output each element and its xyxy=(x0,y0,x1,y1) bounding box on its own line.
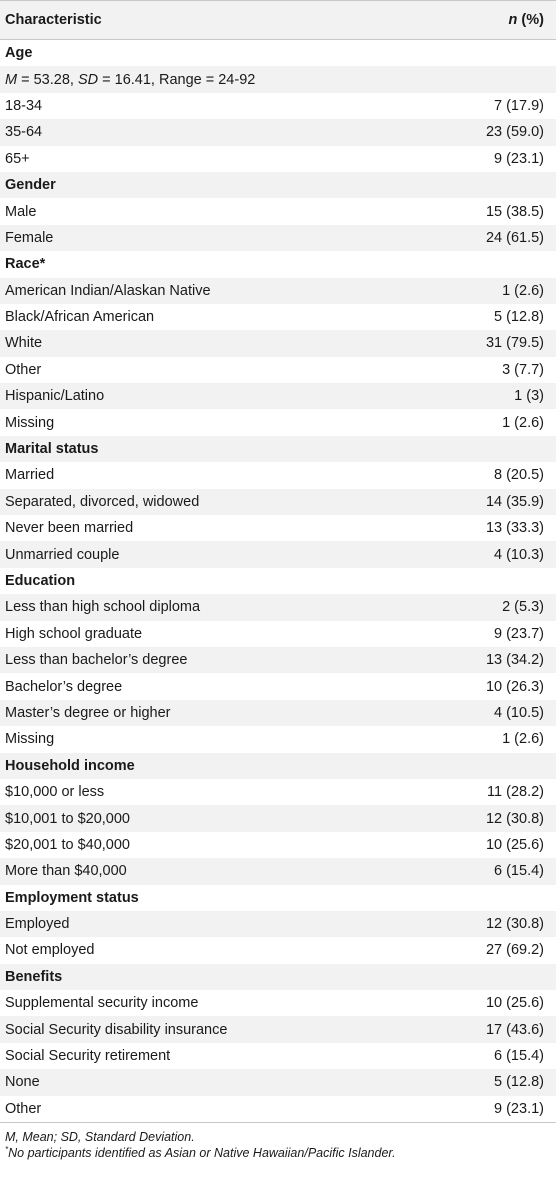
row-value: 10 (25.6) xyxy=(485,995,544,1012)
row-value: 17 (43.6) xyxy=(485,1021,544,1038)
row-label: Less than high school diploma xyxy=(5,599,201,616)
table-row xyxy=(0,1043,556,1069)
row-value: 6 (15.4) xyxy=(494,863,544,880)
row-value: 27 (69.2) xyxy=(485,942,544,959)
row-value: 1 (2.6) xyxy=(502,282,544,299)
header-characteristic: Characteristic xyxy=(5,12,102,28)
row-label: Supplemental security income xyxy=(5,995,199,1012)
row-value: 10 (25.6) xyxy=(485,836,544,853)
section-title: Gender xyxy=(5,177,56,194)
row-value: 13 (34.2) xyxy=(485,652,544,669)
table-row xyxy=(0,146,556,172)
row-label: Bachelor’s degree xyxy=(5,678,123,695)
age-summary-row xyxy=(0,66,556,92)
row-label: Separated, divorced, widowed xyxy=(5,493,200,510)
row-value: 9 (23.1) xyxy=(494,1100,544,1117)
row-value: 11 (28.2) xyxy=(487,784,544,801)
section-title: Employment status xyxy=(5,889,139,906)
table-row xyxy=(0,726,556,752)
section-title: Benefits xyxy=(5,968,63,985)
mean-value: = 53.28, xyxy=(17,71,78,88)
row-value: 14 (35.9) xyxy=(485,493,544,510)
row-value: 1 (2.6) xyxy=(502,414,544,431)
row-label: Hispanic/Latino xyxy=(5,388,105,405)
table-row xyxy=(0,1096,556,1122)
row-value: 5 (12.8) xyxy=(494,1074,544,1091)
row-value: 13 (33.3) xyxy=(485,520,544,537)
section-header-marital xyxy=(0,436,556,462)
section-title: Household income xyxy=(5,757,135,774)
table-body xyxy=(0,40,556,1122)
table-row xyxy=(0,805,556,831)
row-value: 4 (10.5) xyxy=(494,704,544,721)
header-n-percent xyxy=(509,12,544,28)
row-label: Not employed xyxy=(5,942,95,959)
table-row xyxy=(0,1016,556,1042)
section-title: Education xyxy=(5,573,76,589)
sd-range-value: = 16.41, Range = 24-92 xyxy=(98,71,256,88)
table-row xyxy=(0,198,556,224)
row-label: 18-34 xyxy=(5,97,43,114)
row-label: Married xyxy=(5,467,55,484)
row-label: Missing xyxy=(5,731,55,748)
row-label: Social Security disability insurance xyxy=(5,1021,228,1038)
row-value: 15 (38.5) xyxy=(485,203,544,220)
table-row xyxy=(0,462,556,488)
row-value: 23 (59.0) xyxy=(485,124,544,141)
row-label: High school graduate xyxy=(5,625,143,642)
footnote-race-text: No participants identified as Asian or Native Hawaiian/Pacific Islander. xyxy=(8,1146,396,1161)
row-value: 7 (17.9) xyxy=(494,97,544,114)
row-value: 5 (12.8) xyxy=(494,309,544,326)
row-value: 1 (3) xyxy=(514,388,544,405)
row-label: Employed xyxy=(5,916,70,933)
row-label: More than $40,000 xyxy=(5,863,127,880)
row-value: 9 (23.7) xyxy=(494,625,544,642)
row-label: $10,001 to $20,000 xyxy=(5,810,130,827)
section-title: Marital status xyxy=(5,441,99,458)
table-row xyxy=(0,489,556,515)
table-row xyxy=(0,647,556,673)
table-row xyxy=(0,278,556,304)
table-row xyxy=(0,383,556,409)
row-value: 9 (23.1) xyxy=(494,150,544,167)
row-label: 35-64 xyxy=(5,124,43,141)
row-value: 8 (20.5) xyxy=(494,467,544,484)
row-value: 12 (30.8) xyxy=(485,916,544,933)
table-row xyxy=(0,409,556,435)
table-row xyxy=(0,1069,556,1095)
footnote-marker: * xyxy=(5,1144,9,1154)
header-n: n xyxy=(508,12,518,28)
mean-label: M xyxy=(5,71,18,88)
section-header-employment xyxy=(0,885,556,911)
row-value: 12 (30.8) xyxy=(485,810,544,827)
row-value: 1 (2.6) xyxy=(502,731,544,748)
sd-label: SD xyxy=(77,71,99,88)
row-label: Less than bachelor’s degree xyxy=(5,652,188,669)
table-footnotes xyxy=(0,1123,556,1161)
row-label: $10,000 or less xyxy=(5,784,105,801)
table-row xyxy=(0,858,556,884)
row-label: Never been married xyxy=(5,520,134,537)
row-label: Social Security retirement xyxy=(5,1048,171,1065)
row-value: 10 (26.3) xyxy=(485,678,544,695)
table-row xyxy=(0,304,556,330)
row-label: None xyxy=(5,1074,40,1091)
table-row xyxy=(0,700,556,726)
row-label: Other xyxy=(5,361,42,378)
row-label: 65+ xyxy=(5,150,30,167)
table-row xyxy=(0,937,556,963)
section-header-income xyxy=(0,753,556,779)
row-value: 6 (15.4) xyxy=(494,1048,544,1065)
section-header-benefits xyxy=(0,964,556,990)
table-row xyxy=(0,119,556,145)
table-row xyxy=(0,621,556,647)
row-value: 2 (5.3) xyxy=(502,599,544,616)
row-label: Black/African American xyxy=(5,309,155,326)
table-row xyxy=(0,673,556,699)
row-label: Other xyxy=(5,1100,42,1117)
row-label: American Indian/Alaskan Native xyxy=(5,282,211,299)
row-label: White xyxy=(5,335,43,352)
table-row xyxy=(0,911,556,937)
table-row xyxy=(0,832,556,858)
row-label: Master’s degree or higher xyxy=(5,704,171,721)
row-label: $20,001 to $40,000 xyxy=(5,836,130,853)
section-title: Age xyxy=(5,45,33,62)
row-label: Male xyxy=(5,203,37,220)
table-row xyxy=(0,541,556,567)
section-title: Race* xyxy=(5,256,46,273)
section-header-education xyxy=(0,568,556,594)
row-value: 4 (10.3) xyxy=(494,546,544,563)
row-value: 31 (79.5) xyxy=(485,335,544,352)
table-row xyxy=(0,330,556,356)
row-label: Unmarried couple xyxy=(5,546,120,563)
footnote-abbreviations: M, Mean; SD, Standard Deviation. xyxy=(5,1130,195,1145)
section-header-race xyxy=(0,251,556,277)
table-row xyxy=(0,357,556,383)
table-row xyxy=(0,225,556,251)
table-row xyxy=(0,990,556,1016)
footnote-race xyxy=(5,1145,551,1161)
section-header-gender xyxy=(0,172,556,198)
table-header xyxy=(0,0,556,40)
section-header-age xyxy=(0,40,556,66)
header-percent: (%) xyxy=(517,12,544,28)
age-summary xyxy=(5,72,255,88)
row-value: 3 (7.7) xyxy=(502,361,544,378)
row-label: Female xyxy=(5,229,54,246)
table-row xyxy=(0,515,556,541)
table-row xyxy=(0,93,556,119)
row-value: 24 (61.5) xyxy=(485,229,544,246)
table-row xyxy=(0,594,556,620)
table-row xyxy=(0,779,556,805)
row-label: Missing xyxy=(5,414,55,431)
